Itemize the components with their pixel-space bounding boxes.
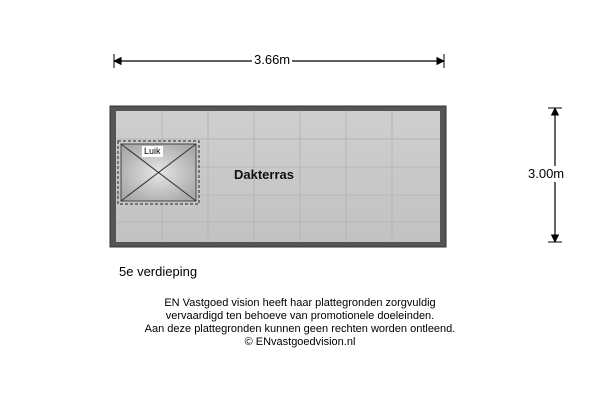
disclaimer-line: EN Vastgoed vision heeft haar plattegronden zorgvuldig bbox=[164, 297, 436, 309]
disclaimer-line: Aan deze plattegronden kunnen geen rechten worden ontleend. bbox=[144, 323, 456, 335]
hatch-label: Luik bbox=[144, 146, 161, 156]
copyright-line: © ENvastgoedvision.nl bbox=[244, 336, 356, 348]
width-dimension-label: 3.66m bbox=[254, 52, 291, 67]
disclaimer bbox=[0, 297, 600, 349]
floor-level-label: 5e verdieping bbox=[119, 264, 198, 279]
height-dimension-label: 3.00m bbox=[528, 166, 565, 181]
room-label-dakterras: Dakterras bbox=[234, 167, 294, 182]
disclaimer-line: vervaardigd ten behoeve van promotionele doeleinden. bbox=[165, 310, 435, 322]
